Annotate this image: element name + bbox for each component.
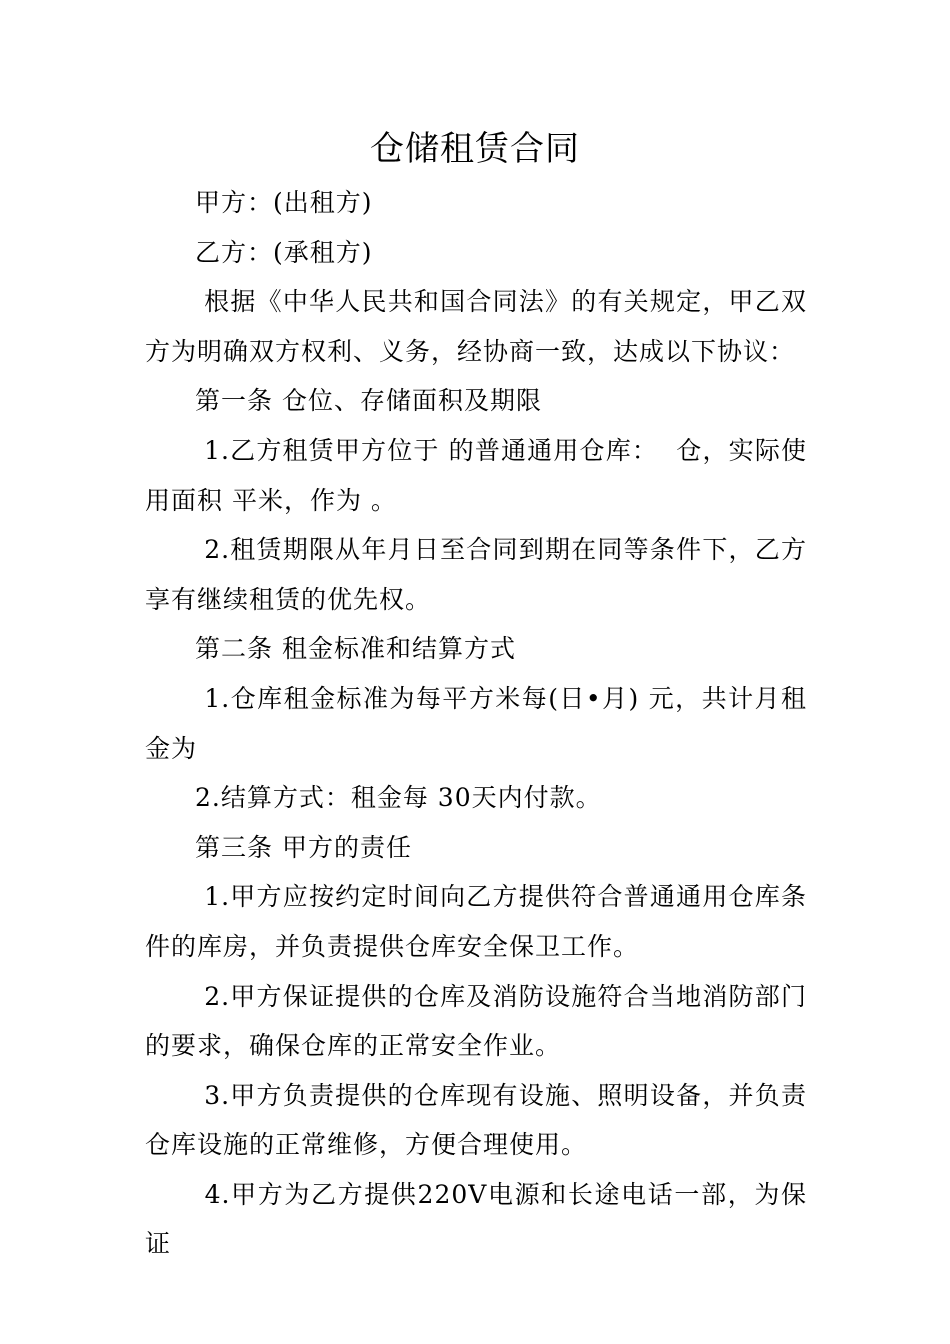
- article-2-heading: 第二条 租金标准和结算方式: [195, 634, 516, 664]
- article-2-clause-1: 1.仓库租金标准为每平方米每(日•月) 元，共计月租金为: [145, 683, 807, 763]
- article-3-clause-3: 3.甲方负责提供的仓库现有设施、照明设备，并负责仓库设施的正常维修，方便合理使用。: [145, 1080, 808, 1160]
- article-3-clause-4: 4.甲方为乙方提供220V电源和长途电话一部，为保证: [145, 1179, 807, 1259]
- article-3-clause-2: 2.甲方保证提供的仓库及消防设施符合当地消防部门的要求，确保仓库的正常安全作业。: [145, 981, 808, 1061]
- preamble-paragraph: 根据《中华人民共和国合同法》的有关规定，甲乙双方为明确双方权利、义务，经协商一致，达成以下协议：: [145, 287, 807, 366]
- article-1-clause-1: 1.乙方租赁甲方位于 的普通通用仓库： 仓，实际使用面积 平米，作为 。: [145, 435, 807, 515]
- party-a-line: 甲方：(出租方): [195, 188, 373, 217]
- party-b-line: 乙方：(承租方): [195, 237, 373, 267]
- document-title: 仓储租赁合同: [370, 129, 580, 169]
- article-1-heading: 第一条 仓位、存储面积及期限: [195, 386, 542, 416]
- article-3-clause-1: 1.甲方应按约定时间向乙方提供符合普通通用仓库条件的库房，并负责提供仓库安全保卫工作。: [145, 882, 808, 961]
- document-body: [145, 178, 807, 1269]
- article-2-clause-2: 2.结算方式：租金每 30天内付款。: [195, 783, 602, 813]
- article-3-heading: 第三条 甲方的责任: [195, 832, 412, 862]
- article-1-clause-2: 2.租赁期限从年月日至合同到期在同等条件下，乙方享有继续租赁的优先权。: [145, 535, 808, 614]
